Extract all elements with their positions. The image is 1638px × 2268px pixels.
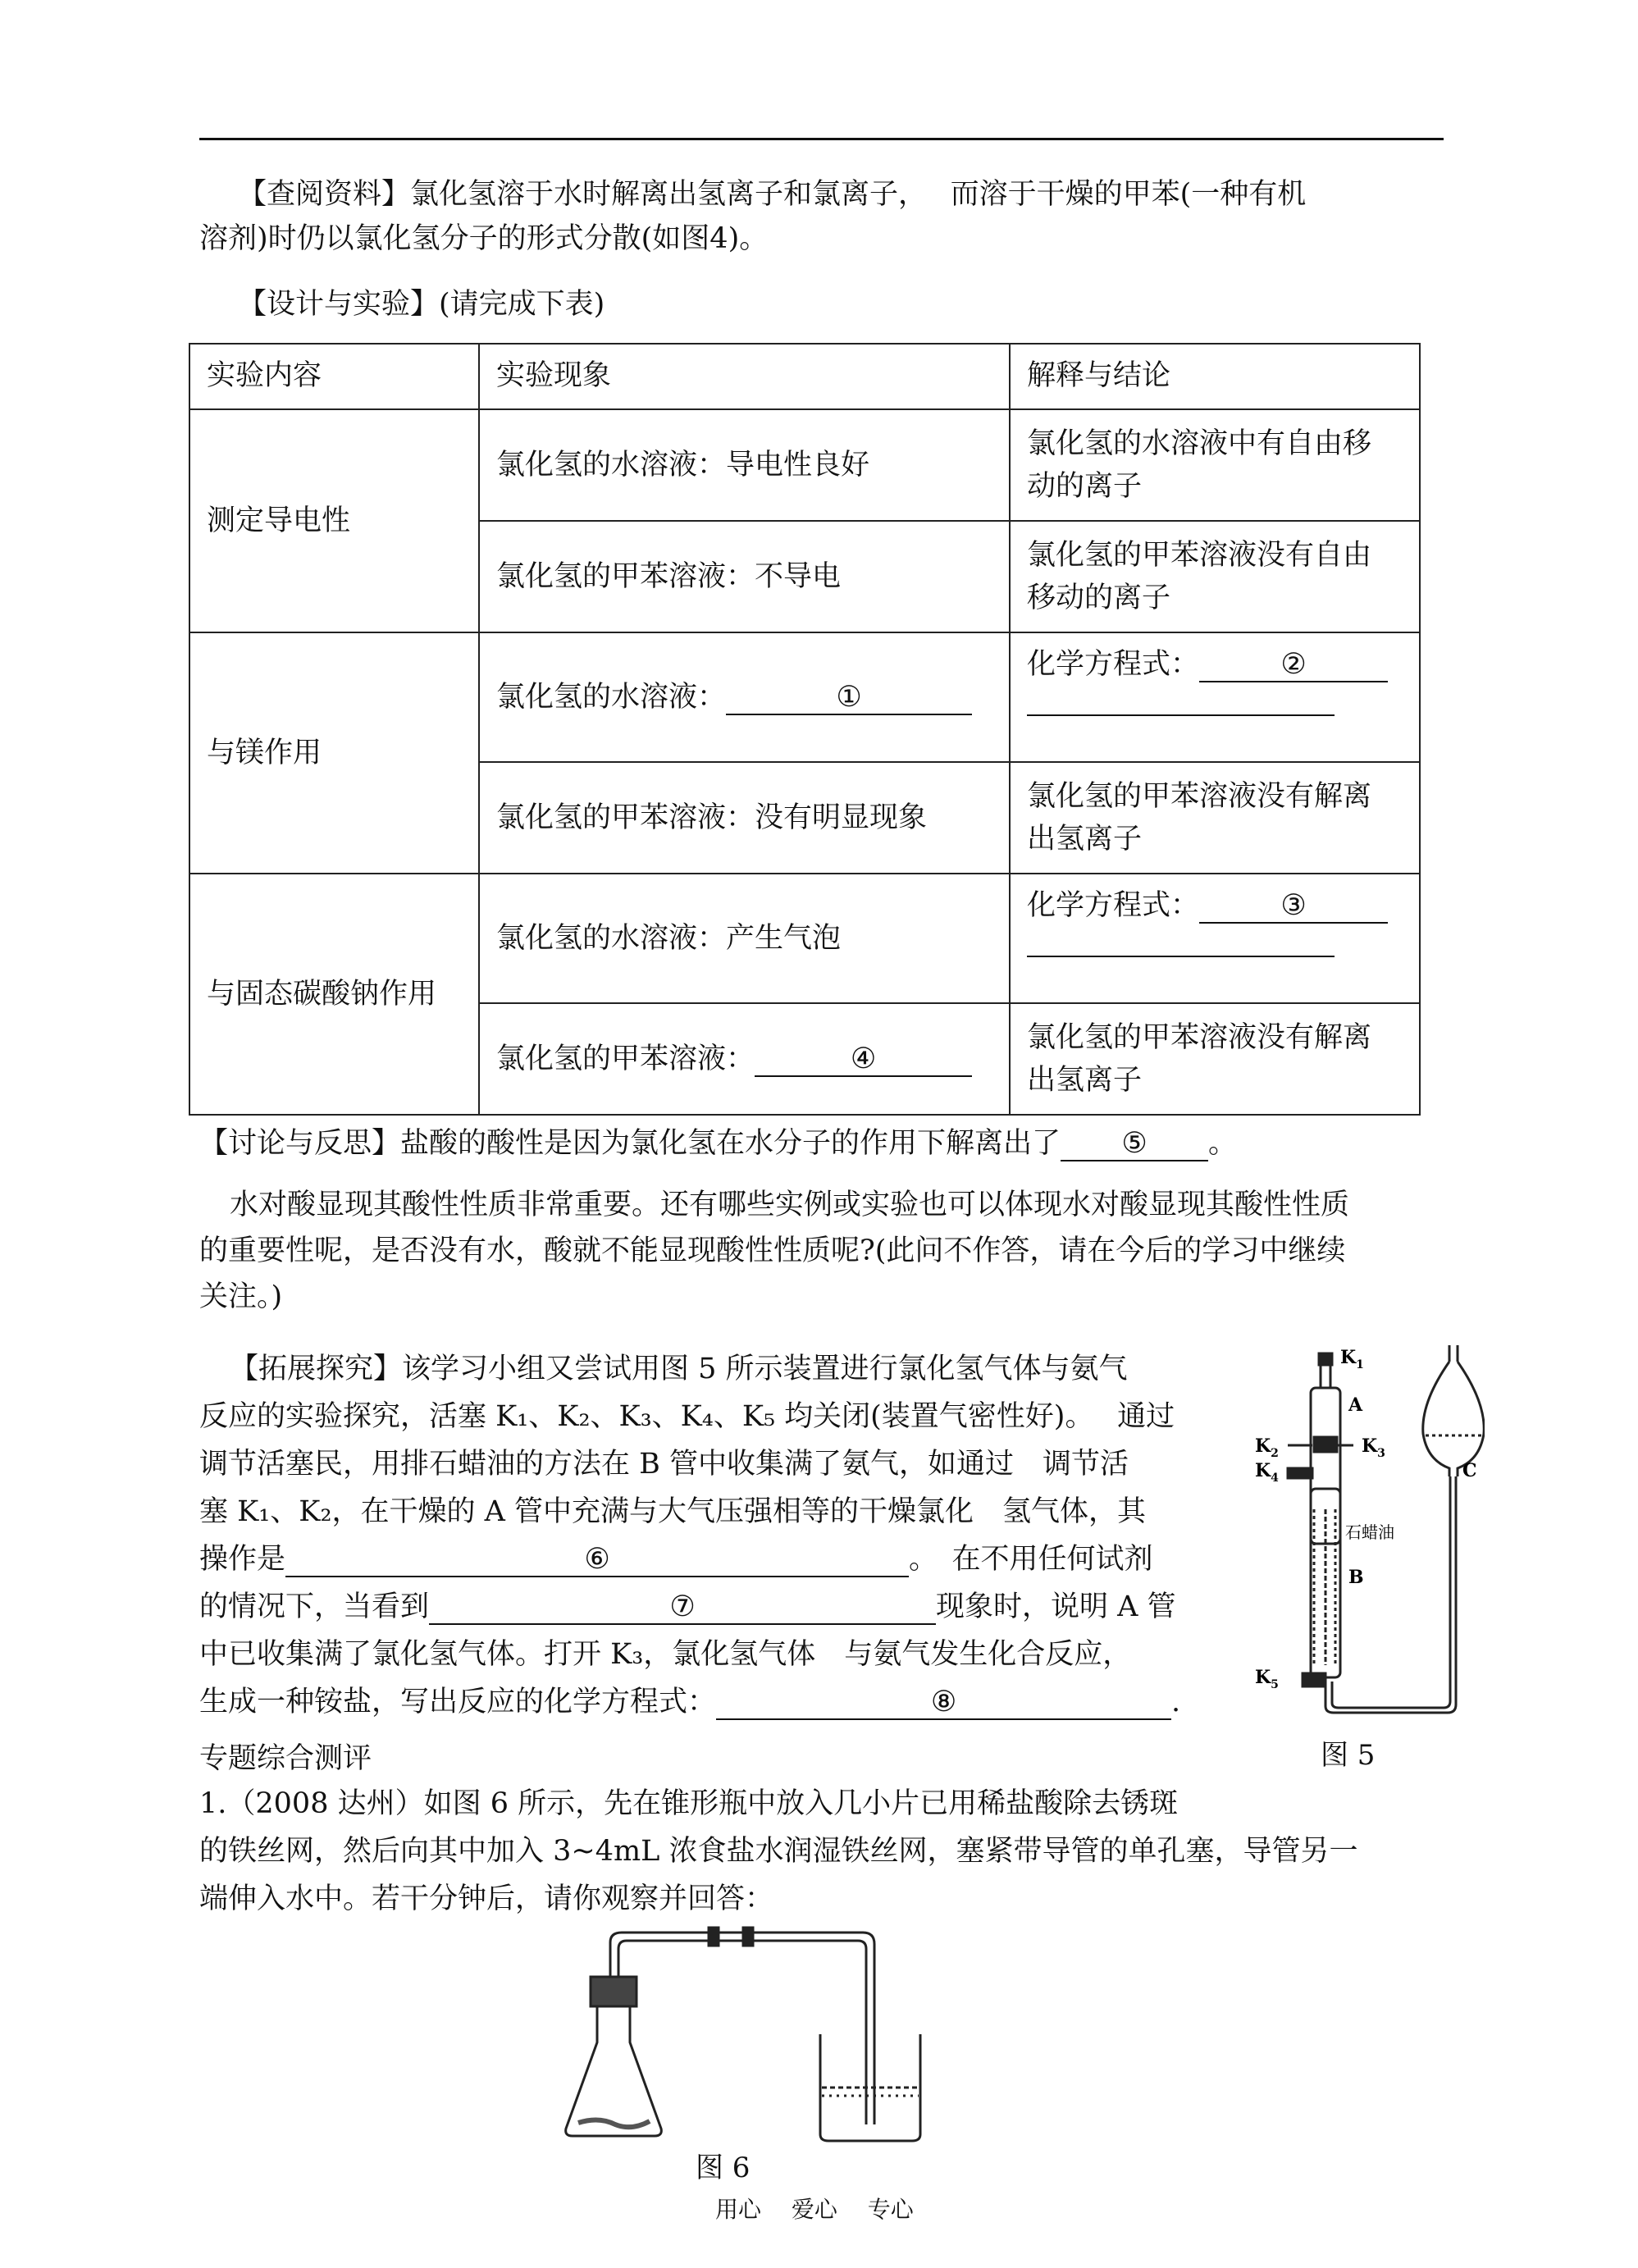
answer-blank-5[interactable]: ⑤ — [1061, 1127, 1208, 1161]
label-k5: $K_5$ — [1255, 1667, 1279, 1691]
discussion-para-1: 水对酸显现其酸性性质非常重要。还有哪些实例或实验也可以体现水对酸显现其酸性性质 — [230, 1189, 1350, 1221]
conclusion-cell: 氯化氢的甲苯溶液没有解离 出氢离子 — [1010, 762, 1420, 874]
discussion-para-3: 关注。) — [199, 1280, 283, 1313]
label-c: C — [1462, 1460, 1477, 1481]
extension-line-5: 操作是 ⑥ 。 在不用任何试剂 — [199, 1543, 1153, 1576]
figure-5-apparatus — [1239, 1345, 1485, 1714]
label-k1: $K_1$ — [1340, 1347, 1364, 1371]
extension-line-1: 【拓展探究】该学习小组又尝试用图 5 所示装置进行氯化氢气体与氨气 — [230, 1353, 1128, 1385]
answer-blank-4[interactable]: ④ — [755, 1043, 972, 1077]
extension-line-3: 调节活塞民，用排石蜡油的方法在 B 管中收集满了氨气，如通过 调节活 — [199, 1448, 1129, 1481]
table-row — [189, 409, 1420, 521]
header-content: 实验内容 — [189, 344, 479, 409]
phenomenon-cell: 氯化氢的甲苯溶液： ④ — [479, 1003, 1010, 1115]
table-row — [189, 874, 1420, 1003]
label-k2: $K_2$ — [1255, 1435, 1279, 1460]
conclusion-cell: 化学方程式： ② — [1010, 632, 1420, 762]
answer-blank-3[interactable]: ③ — [1199, 889, 1388, 924]
experiment-table — [189, 343, 1421, 1116]
answer-blank-3-line[interactable] — [1027, 956, 1335, 957]
answer-blank-2[interactable]: ② — [1199, 648, 1388, 682]
page-footer: 用心 爱心 专心 — [715, 2196, 914, 2223]
question-1-line-1: 1.（2008 达州）如图 6 所示，先在锥形瓶中放入几小片已用稀盐酸除去锈斑 — [199, 1787, 1179, 1820]
extension-line-4: 塞 K₁、K₂，在干燥的 A 管中充满与大气压强相等的干燥氯化 氢气体，其 — [199, 1495, 1147, 1528]
answer-blank-1[interactable]: ① — [726, 681, 972, 715]
conclusion-cell: 氯化氢的甲苯溶液没有解离 出氢离子 — [1010, 1003, 1420, 1115]
figure-6-apparatus — [550, 1919, 927, 2149]
phenomenon-cell: 氯化氢的甲苯溶液：没有明显现象 — [479, 762, 1010, 874]
extension-line-6: 的情况下，当看到 ⑦ 现象时，说明 A 管 — [199, 1590, 1176, 1623]
content-sodium-carbonate: 与固态碳酸钠作用 — [189, 874, 479, 1115]
design-heading: 【设计与实验】(请完成下表) — [238, 288, 605, 321]
conclusion-cell: 氯化氢的水溶液中有自由移 动的离子 — [1010, 409, 1420, 521]
answer-blank-7[interactable]: ⑦ — [429, 1590, 936, 1625]
table-header-row — [189, 344, 1420, 409]
content-conductivity: 测定导电性 — [189, 409, 479, 632]
content-magnesium: 与镁作用 — [189, 632, 479, 874]
discussion-para-2: 的重要性呢，是否没有水，酸就不能显现酸性性质呢?(此问不作答，请在今后的学习中继续 — [199, 1234, 1346, 1267]
section-title: 专题综合测评 — [199, 1742, 372, 1775]
conclusion-cell: 化学方程式： ③ — [1010, 874, 1420, 1003]
phenomenon-cell: 氯化氢的水溶液：产生气泡 — [479, 874, 1010, 1003]
question-1-line-3: 端伸入水中。若干分钟后，请你观察并回答： — [199, 1882, 774, 1915]
question-1-line-2: 的铁丝网，然后向其中加入 3~4mL 浓食盐水润湿铁丝网，塞紧带导管的单孔塞，导管另一 — [199, 1835, 1358, 1868]
label-b: B — [1348, 1567, 1364, 1588]
discussion-line: 【讨论与反思】盐酸的酸性是因为氯化氢在水分子的作用下解离出了 ⑤ 。 — [199, 1127, 1238, 1160]
figure-6-caption: 图 6 — [696, 2152, 751, 2184]
header-rule — [199, 138, 1444, 140]
answer-blank-8[interactable]: ⑧ — [716, 1686, 1171, 1720]
phenomenon-cell: 氯化氢的水溶液： ① — [479, 632, 1010, 762]
conclusion-cell: 氯化氢的甲苯溶液没有自由 移动的离子 — [1010, 521, 1420, 632]
header-phenomenon: 实验现象 — [479, 344, 1010, 409]
phenomenon-cell: 氯化氢的水溶液：导电性良好 — [479, 409, 1010, 521]
extension-line-8: 生成一种铵盐，写出反应的化学方程式： ⑧ . — [199, 1686, 1181, 1718]
intro-line-1: 【查阅资料】氯化氢溶于水时解离出氢离子和氯离子， 而溶于干燥的甲苯(一种有机 — [238, 178, 1307, 211]
header-conclusion: 解释与结论 — [1010, 344, 1420, 409]
label-paraffin-oil: 石蜡油 — [1345, 1522, 1394, 1542]
extension-line-2: 反应的实验探究，活塞 K₁、K₂、K₃、K₄、K₅ 均关闭(装置气密性好)。 通过 — [199, 1400, 1175, 1433]
label-k4: $K_4$ — [1255, 1460, 1279, 1485]
table-row — [189, 632, 1420, 762]
label-k3: $K_3$ — [1362, 1435, 1385, 1460]
intro-line-2: 溶剂)时仍以氯化氢分子的形式分散(如图4)。 — [199, 222, 769, 255]
phenomenon-cell: 氯化氢的甲苯溶液：不导电 — [479, 521, 1010, 632]
label-a: A — [1348, 1394, 1363, 1416]
extension-line-7: 中已收集满了氯化氢气体。打开 K₃，氯化氢气体 与氨气发生化合反应， — [199, 1638, 1132, 1671]
figure-5-caption: 图 5 — [1321, 1739, 1376, 1772]
answer-blank-2-line[interactable] — [1027, 714, 1335, 716]
answer-blank-6[interactable]: ⑥ — [285, 1543, 909, 1577]
